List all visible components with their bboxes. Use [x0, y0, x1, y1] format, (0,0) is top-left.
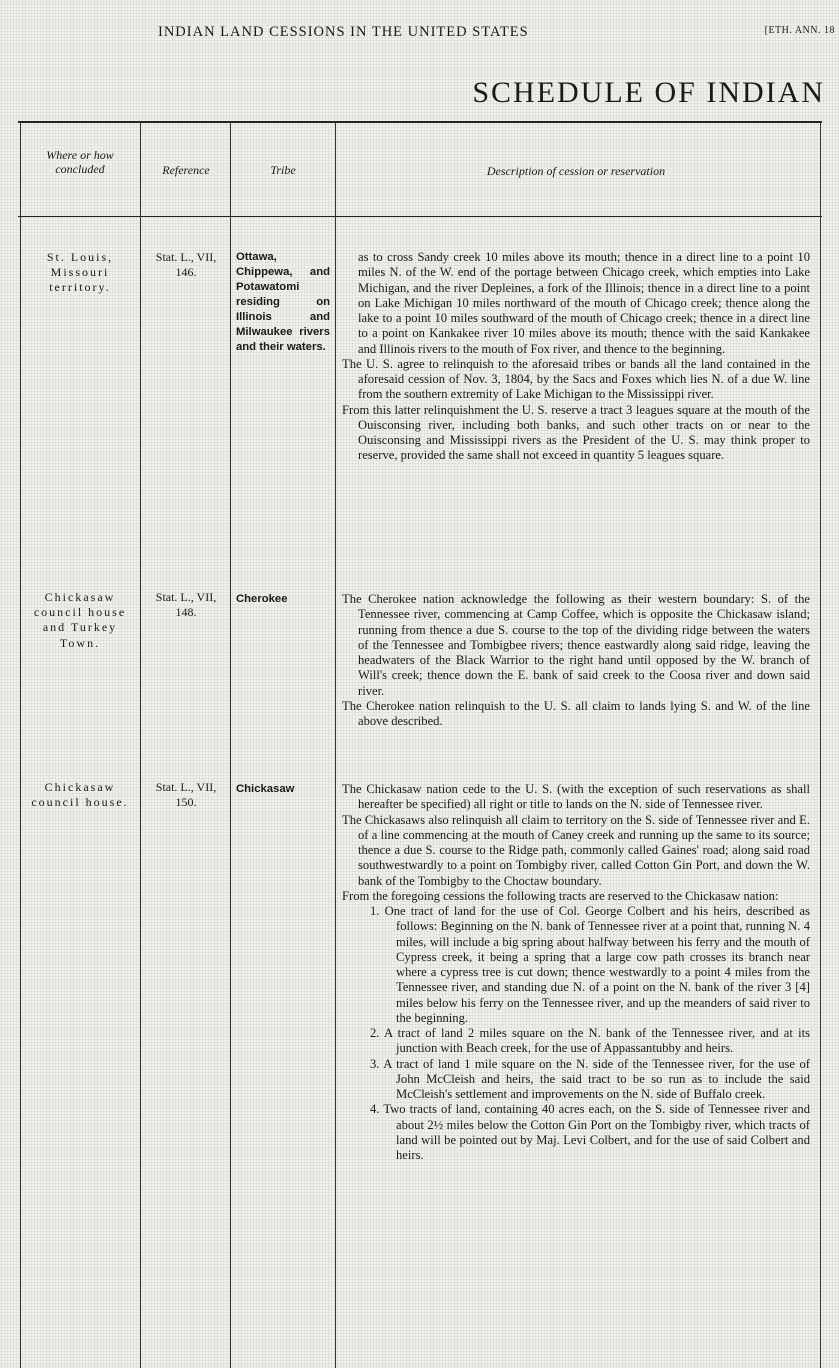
row2-reference: Stat. L., VII, 148. — [155, 590, 217, 620]
schedule-title: SCHEDULE OF INDIAN — [472, 76, 825, 109]
description-paragraph: as to cross Sandy creek 10 miles above its mouth; thence in a direct line to a point 10 miles N. of the W. end of the portage between Chicago creek, which empties into Lake Michigan, and the river Depleines, a fork of the Illinois; thence in a direct line to a point on Lake Michigan 10 miles northward of the mouth of Chicago creek; thence along the lake to a point 10 miles southward of the mouth of Chicago creek; thence in a direct line to a point on Kankakee river 10 miles above its mouth; thence with the said Kankakee and Illinois rivers to the mouth of Fox river, and thence to the beginning. — [358, 250, 810, 356]
reserved-tract-item: 4. Two tracts of land, containing 40 acres each, on the S. side of Tennessee river and about 2½ miles below the Cotton Gin Port on the Tombigby river, which tracts of land will be pointed out by Maj. Levi Colbert, and for the use of said Colbert and heirs. — [370, 1102, 810, 1162]
table-top-rule — [18, 121, 822, 123]
row3-where: Chickasaw council house. — [31, 780, 129, 810]
row2-description — [342, 592, 810, 729]
annual-reference: [ETH. ANN. 18 — [764, 25, 835, 36]
row3-reference: Stat. L., VII, 150. — [155, 780, 217, 810]
reserved-tract-item: 2. A tract of land 2 miles square on the N. bank of the Tennessee river, and at its junction with Beach creek, for the use of Appassantubby and heirs. — [370, 1026, 810, 1056]
description-paragraph: The Chickasaw nation cede to the U. S. (with the exception of such reservations as shall hereafter be specified) all right or title to lands on the N. side of Tennessee river. — [342, 782, 810, 812]
header-where: Where or how concluded — [46, 148, 114, 176]
row2-where: Chickasaw council house and Turkey Town. — [33, 590, 127, 650]
reserved-tract-item: 3. A tract of land 1 mile square on the N. side of the Tennessee river, for the use of John McCleish and heirs, the said tract to be so run as to include the said McCleish's settlement and improvements on the N. side of Buffalo creek. — [370, 1056, 810, 1101]
row1-description — [342, 250, 810, 464]
column-rule — [140, 122, 141, 1368]
column-rule — [820, 122, 821, 1368]
column-rule — [230, 122, 231, 1368]
description-paragraph: From the foregoing cessions the following tracts are reserved to the Chickasaw nation: — [342, 888, 779, 903]
row1-tribe: Ottawa, Chippewa, and Potawatomi residing on Illinois and Milwaukee rivers and their waters. — [236, 251, 330, 353]
column-rule — [335, 122, 336, 1368]
header-tribe: Tribe — [270, 163, 296, 177]
description-paragraph: The Chickasaws also relinquish all claim to territory on the S. side of Tennessee river and E. of a line commencing at the mouth of Caney creek and running up the same to its source; thence a due S. course to the Ridge path, commonly called Gaines' road; along said road southwestwardly to a point on Tombigby river, called Cotton Gin Port, and down the W. bank of the Tombigby to the Choctaw boundary. — [342, 812, 810, 888]
header-reference: Reference — [162, 163, 210, 177]
reserved-tract-item: 1. One tract of land for the use of Col. George Colbert and his heirs, described as follows: Beginning on the N. bank of Tennessee river at a point that, running N. 4 miles, will include a big spring about halfway between his ferry and the mouth of Cypress creek, it being a spring that a large cow path crosses its branch near where a cypress tree is cut down; thence westwardly to a point 4 miles from the Tennessee river, and standing due N. of a point on the N. bank of the river 3 [4] miles below his ferry on the Tennessee river, and up the meanders of said river to the beginning. — [370, 904, 810, 1025]
row1-reference: Stat. L., VII, 146. — [155, 250, 217, 280]
header-description: Description of cession or reservation — [486, 164, 666, 178]
row3-tribe: Chickasaw — [236, 783, 295, 795]
row1-where: St. Louis, Missouri territory. — [46, 250, 114, 295]
description-paragraph: The Cherokee nation acknowledge the following as their western boundary: S. of the Tennessee river, commencing at Camp Coffee, which is opposite the Chickasaw island; running from thence a due S. course to the top of the dividing ridge between the waters of the Tennessee and Tombigbee rivers; thence eastwardly along said ridge, leaving the headwaters of the Black Warrior to the right hand until opposed by the W. branch of Will's creek; thence down the E. bank of said creek to the Coosa river and down said river. — [342, 592, 810, 698]
column-rule — [20, 122, 21, 1368]
description-paragraph: The U. S. agree to relinquish to the aforesaid tribes or bands all the land contained in the aforesaid cession of Nov. 3, 1804, by the Sacs and Foxes which lies N. of a due W. line from the southern extremity of Lake Michigan to the Mississippi river. — [342, 356, 810, 402]
description-paragraph: The Cherokee nation relinquish to the U. S. all claim to lands lying S. and W. of the line above described. — [342, 698, 810, 728]
running-head-title: INDIAN LAND CESSIONS IN THE UNITED STATES — [158, 24, 529, 40]
row2-tribe: Cherokee — [236, 593, 288, 605]
description-paragraph: From this latter relinquishment the U. S. reserve a tract 3 leagues square at the mouth of the Ouisconsing river, including both banks, and such other tracts on or near to the Ouisconsing and Mississippi rivers as the President of the U. S. may think proper to reserve, provided the same shall not exceed in quantity 5 leagues square. — [342, 402, 810, 463]
row3-description — [342, 782, 810, 1163]
header-bottom-rule — [18, 216, 822, 217]
